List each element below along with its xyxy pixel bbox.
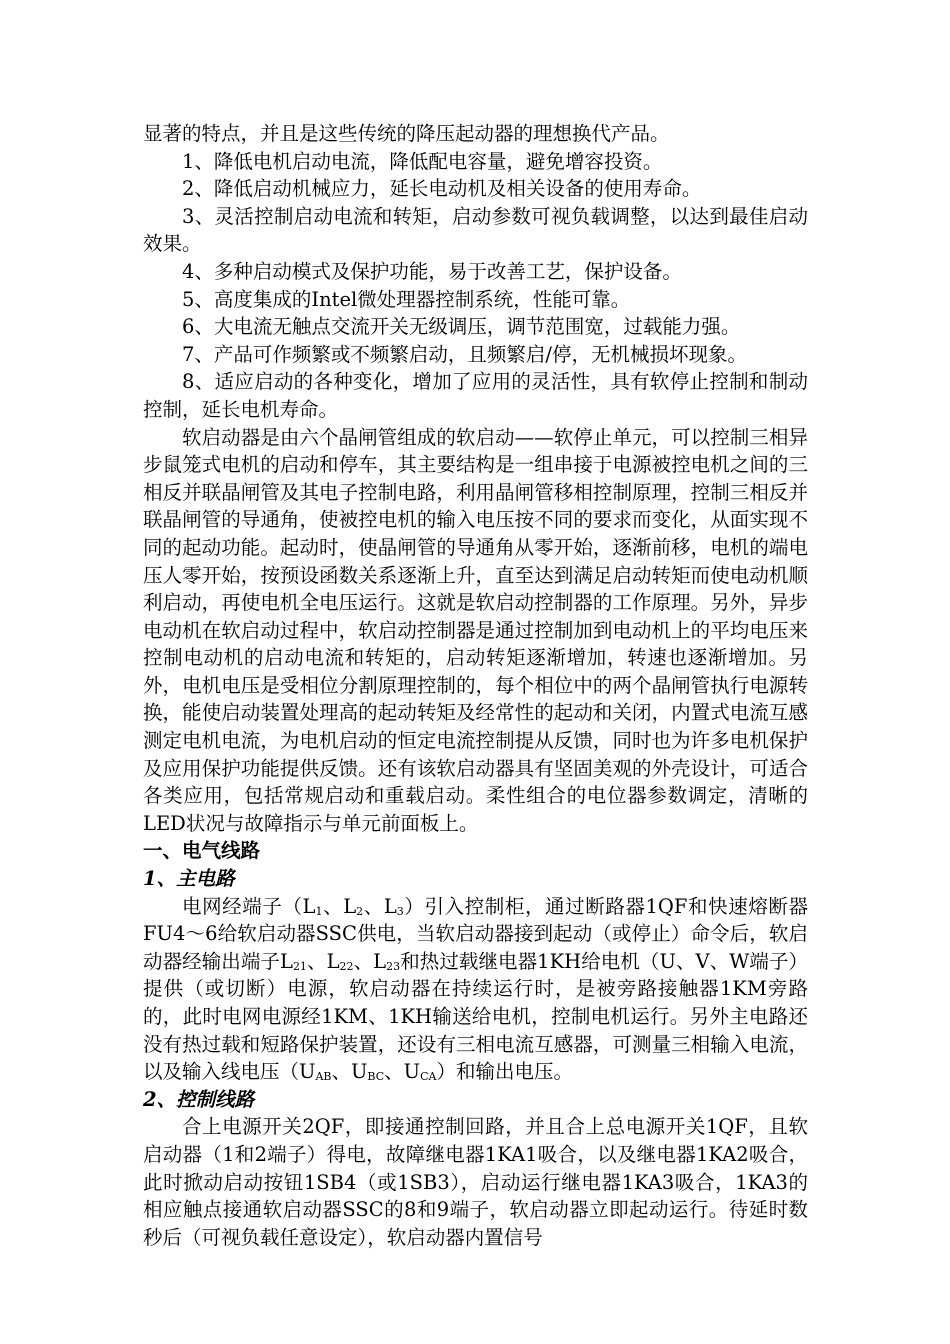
subheading-control-circuit: 2、控制线路 bbox=[143, 1087, 255, 1111]
control-circuit-paragraph: 合上电源开关2QF，即接通控制回路，并且合上总电源开关1QF，且软启动器（1和2端子）得电，故障继电器1KA1吸合，以及继电器1KA2吸合，此时掀动启动按钮1SB4（或1SB3），启动运行继电器1KA3吸合，1KA3的相应触点接通软启动器SSC的8和9端子，软启动器立即起动运行。待延时数秒后（可视负载任意设定），软启动器内置信号 bbox=[143, 1115, 808, 1249]
feature-item-2: 2、降低启动机械应力，延长电动机及相关设备的使用寿命。 bbox=[182, 177, 702, 201]
feature-item-3: 3、灵活控制启动电流和转矩，启动参数可视负载调整，以达到最佳启动效果。 bbox=[143, 204, 808, 256]
intro-paragraph-tail: 显著的特点，并且是这些传统的降压起动器的理想换代产品。 bbox=[143, 122, 670, 145]
feature-item-8: 8、适应启动的各种变化，增加了应用的灵活性，具有软停止控制和制动控制，延长电机寿命。 bbox=[143, 370, 808, 421]
section-heading-electrical-circuit: 一、电气线路 bbox=[143, 839, 261, 863]
feature-item-1: 1、降低电机启动电流，降低配电容量，避免增容投资。 bbox=[182, 149, 663, 173]
subheading-main-circuit: 1、主电路 bbox=[143, 867, 235, 891]
feature-item-6: 6、大电流无触点交流开关无级调压，调节范围宽，过载能力强。 bbox=[182, 315, 741, 339]
main-circuit-paragraph: 电网经端子（$L_1$、$L_2$、$L_3$）引入控制柜，通过断路器1QF和快速熔断器FU4～6给软启动器SSC供电，当软启动器接到起动（或停止）命令后，软启动器经输出端子$L_{21}$、$L_{22}$、$L_{23}$和热过载继电器1KH给电机（U、V、W端子）提供（或切断）电源，软启动器在持续运行时，是被旁路接触器1KM旁路的，此时电网电源经1KM、1KH输送给电机，控制电机运行。另外主电路还没有热过载和短路保护装置，还设有三相电流互感器，可测量三相输入电流，以及输入线电压（$U_{AB}$、$U_{BC}$、$U_{CA}$）和输出电压。 bbox=[143, 894, 809, 1084]
principle-paragraph: 软启动器是由六个晶闸管组成的软启动——软停止单元，可以控制三相异步鼠笼式电机的启动和停车，其主要结构是一组串接于电源被控电机之间的三相反并联晶闸管及其电子控制电路，利用晶闸管移相控制原理，控制三相反并联晶闸管的导通角，使被控电机的输入电压按不同的要求而变化，从面实现不同的起动功能。起动时，使晶闸管的导通角从零开始，逐渐前移，电机的端电压人零开始，按预设函数关系逐渐上升，直至达到满足启动转矩而使电动机顺利启动，再使电机全电压运行。这就是软启动控制器的工作原理。另外，异步电动机在软启动过程中，软启动控制器是通过控制加到电动机上的平均电压来控制电动机的启动电流和转矩的，启动转矩逐渐增加，转速也逐渐增加。另外，电机电压是受相位分割原理控制的，每个相位中的两个晶闸管执行电源转换，能使启动装置处理高的起动转矩及经常性的起动和关闭，内置式电流互感测定电机电流，为电机启动的恒定电流控制提从反馈，同时也为许多电机保护及应用保护功能提供反馈。还有该软启动器具有坚固美观的外壳设计，可适合各类应用，包括常规启动和重载启动。柔性组合的电位器参数调定，清晰的LED状况与故障指示与单元前面板上。 bbox=[143, 425, 808, 835]
feature-item-4: 4、多种启动模式及保护功能，易于改善工艺，保护设备。 bbox=[182, 259, 682, 283]
feature-item-5: 5、高度集成的Intel微处理器控制系统，性能可靠。 bbox=[182, 287, 631, 311]
feature-item-7: 7、产品可作频繁或不频繁启动，且频繁启/停，无机械损坏现象。 bbox=[182, 342, 747, 366]
document-page bbox=[143, 120, 808, 1251]
